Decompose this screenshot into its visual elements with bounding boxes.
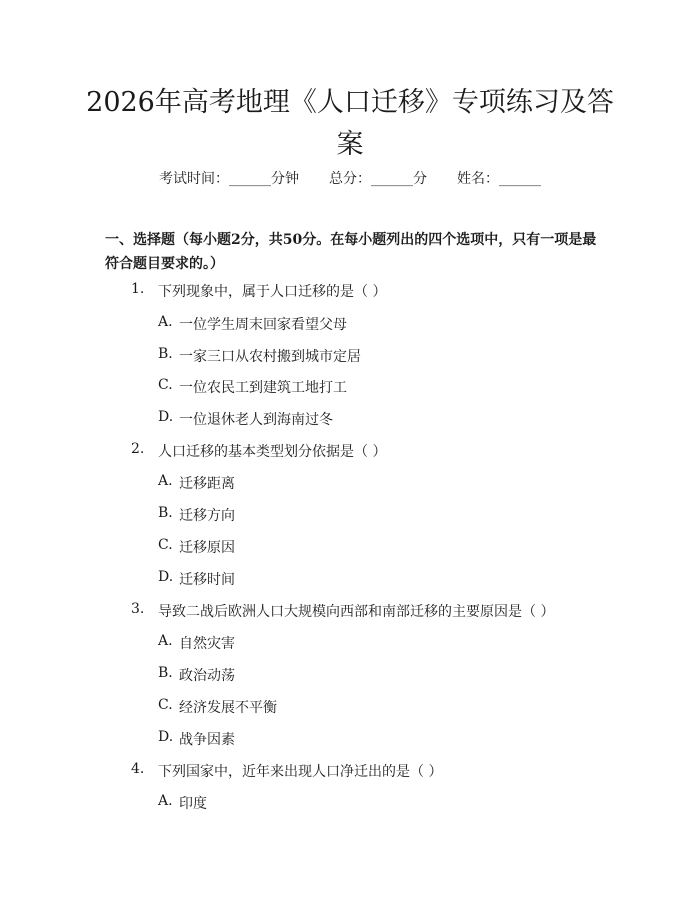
total-score-field: 总分：______分 — [329, 171, 427, 187]
option-text: 迁移方向 — [179, 508, 235, 524]
option-letter: A. — [158, 473, 173, 489]
question-number: 4. — [131, 761, 145, 777]
option-text: 自然灾害 — [179, 636, 235, 652]
question-text: 导致二战后欧洲人口大规模向西部和南部迁移的主要原因是（ ） — [158, 604, 555, 620]
option-text: 一位退休老人到海南过冬 — [179, 412, 333, 428]
student-name-field: 姓名：______ — [457, 171, 541, 187]
option-text: 战争因素 — [179, 732, 235, 748]
option-letter: D. — [158, 409, 174, 425]
option-text: 政治动荡 — [179, 668, 235, 684]
question-number: 1. — [131, 281, 145, 297]
option-text: 迁移原因 — [179, 540, 235, 556]
exam-time-field: 考试时间：______分钟 — [159, 171, 299, 187]
question-text: 下列国家中，近年来出现人口净迁出的是（ ） — [158, 764, 443, 780]
document-title: 2026年高考地理《人口迁移》专项练习及答案 — [86, 87, 614, 160]
question-number: 3. — [131, 601, 145, 617]
question-text: 人口迁移的基本类型划分依据是（ ） — [158, 444, 387, 460]
option-letter: A. — [158, 314, 173, 330]
option-text: 迁移距离 — [179, 476, 235, 492]
section-heading: 一、选择题（每小题2分，共50分。在每小题列出的四个选项中，只有一项是最符合题目要求的。） — [105, 232, 597, 272]
exam-meta — [0, 168, 700, 188]
option-letter: B. — [158, 346, 173, 362]
option-letter: C. — [158, 537, 173, 553]
option-text: 一位农民工到建筑工地打工 — [179, 380, 347, 396]
option-letter: D. — [158, 729, 174, 745]
option-letter: A. — [158, 793, 173, 809]
option-text: 迁移时间 — [179, 572, 235, 588]
option-letter: C. — [158, 377, 173, 393]
question-text: 下列现象中，属于人口迁移的是（ ） — [158, 284, 387, 300]
option-text: 经济发展不平衡 — [179, 700, 277, 716]
option-letter: A. — [158, 633, 173, 649]
question-number: 2. — [131, 441, 145, 457]
option-letter: C. — [158, 697, 173, 713]
option-letter: D. — [158, 569, 174, 585]
option-text: 印度 — [179, 796, 207, 812]
option-text: 一位学生周末回家看望父母 — [179, 317, 347, 333]
option-letter: B. — [158, 505, 173, 521]
option-text: 一家三口从农村搬到城市定居 — [179, 349, 361, 365]
option-letter: B. — [158, 665, 173, 681]
